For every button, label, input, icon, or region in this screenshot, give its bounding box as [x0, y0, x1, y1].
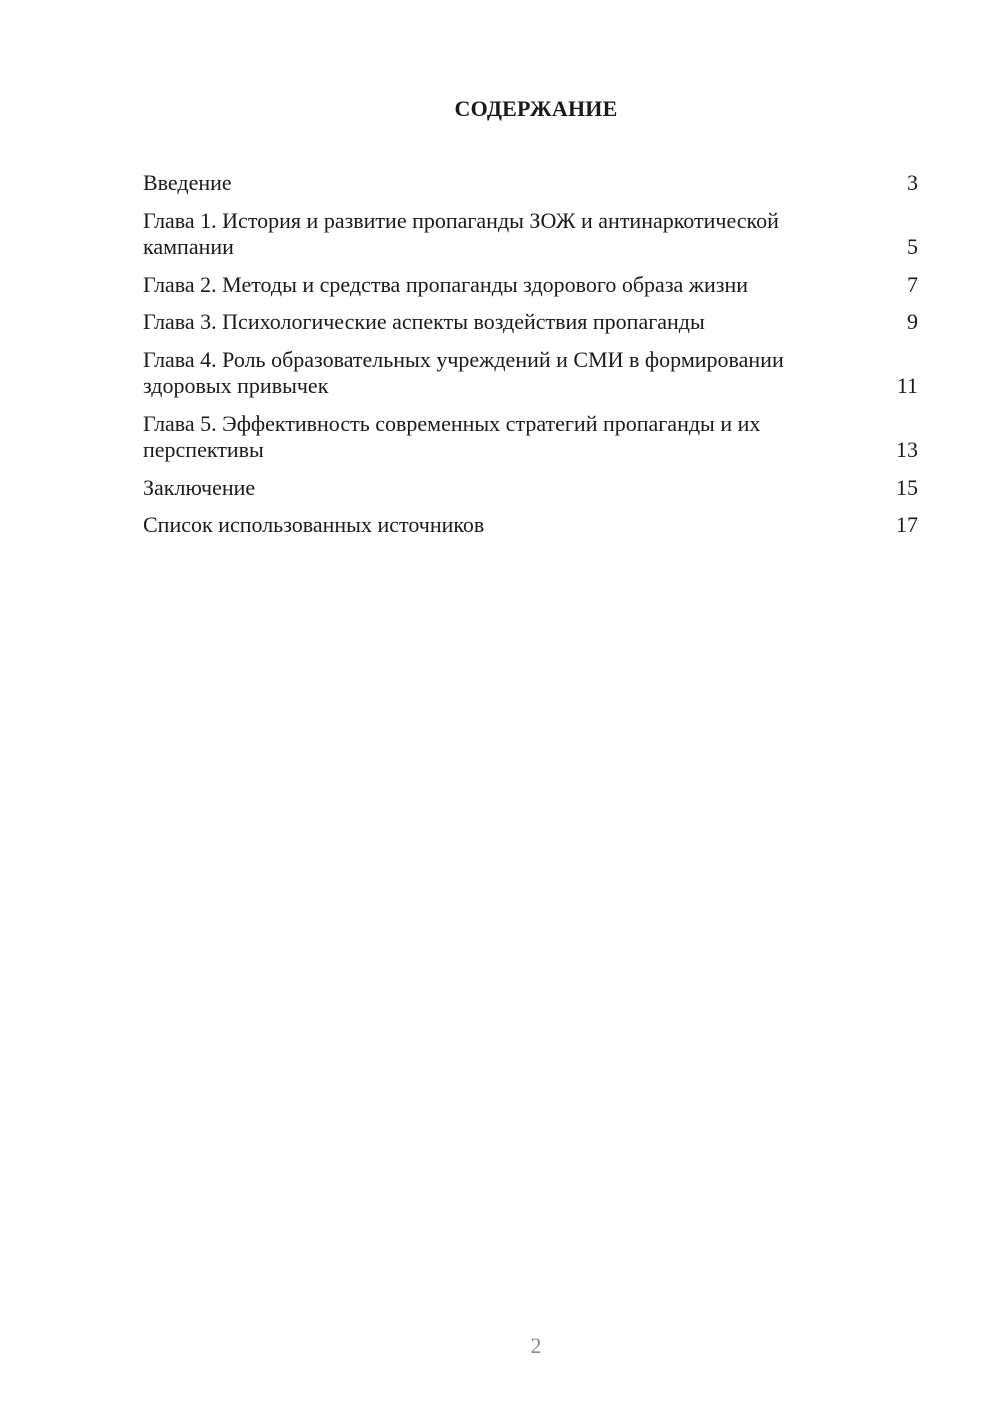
toc-title: СОДЕРЖАНИЕ — [454, 96, 618, 121]
toc-entry — [143, 512, 918, 539]
toc-entry — [143, 475, 918, 502]
toc-entry — [143, 411, 918, 464]
page-number: 2 — [530, 1333, 542, 1358]
toc-entry-page: 3 — [907, 170, 918, 195]
toc-entry-label: Глава 4. Роль образовательных учреждений и СМИ в формировании здоровых привычек — [143, 346, 784, 398]
toc-entry-label: Глава 2. Методы и средства пропаганды здорового образа жизни — [143, 271, 748, 297]
toc-entry-page: 11 — [896, 373, 918, 398]
toc-entry — [143, 170, 918, 197]
toc-entry-page: 17 — [896, 512, 918, 537]
toc-entry-label: Глава 5. Эффективность современных стратегий пропаганды и их перспективы — [143, 410, 761, 462]
toc-entry-page: 15 — [896, 474, 918, 500]
table-of-contents — [143, 170, 918, 550]
toc-entry-label: Список использованных источников — [143, 512, 485, 537]
toc-entry-page: 9 — [907, 309, 918, 334]
toc-entry-label: Заключение — [143, 474, 256, 500]
toc-entry-label: Глава 3. Психологические аспекты воздействия пропаганды — [143, 309, 705, 334]
toc-entry-page: 7 — [907, 271, 918, 297]
toc-entry-page: 13 — [896, 437, 918, 462]
toc-entry-page: 5 — [907, 234, 918, 259]
toc-entry-label: Глава 1. История и развитие пропаганды ЗОЖ и антинаркотической кампании — [143, 207, 779, 259]
toc-entry — [143, 272, 918, 299]
toc-entry — [143, 347, 918, 400]
toc-entry — [143, 309, 918, 336]
toc-entry — [143, 208, 918, 261]
toc-entry-label: Введение — [143, 170, 232, 195]
